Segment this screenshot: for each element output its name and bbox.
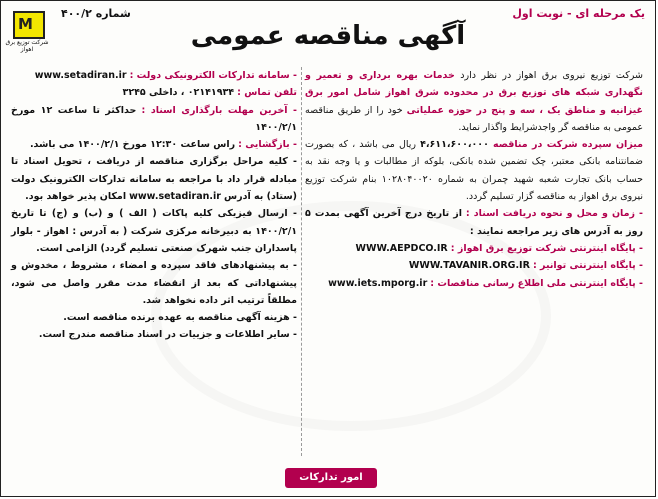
setad-line: - سامانه تدارکات الکترونیکی دولت : www.setadiran.ir <box>34 70 297 81</box>
column-divider <box>301 67 302 456</box>
documents-label: - زمان و محل و نحوه دریافت اسناد : <box>465 208 643 220</box>
page-title: آگهی مناقصه عمومی <box>190 21 466 51</box>
deposit-amount: ۴،۶۱۱،۶۰۰،۰۰۰ <box>420 139 489 151</box>
invalid-bids-paragraph: - به پیشنهادهای فاقد سپرده و امضاء ، مشروط ، مخدوش و پیشنهاداتی که بعد از انقضاء مدت مقرر واصل می شود، مطلقاً ترتیب اثر داده نخواهد شد. <box>11 260 297 306</box>
deposit-paragraph: میزان سپرده شرکت در مناقصه ۴،۶۱۱،۶۰۰،۰۰۰ ریال می باشد ، که بصورت ضمانتنامه بانکی معتبر، چک تضمین شده بانکی، بلوکه از مطالبات و یا وجه نقد به حساب بانک تجارت شعبه شهید چمران به شماره ۱۰۲۸۰۴۰۰۲۰ بنام شرکت توزیع نیروی برق اهواز به مناقصه گزار تسلیم گردد. <box>305 139 643 203</box>
iets-link[interactable]: www.iets.mporg.ir <box>328 277 428 289</box>
ad-cost-line: - هزینه آگهی مناقصه به عهده برنده مناقصه است. <box>63 312 297 324</box>
setad-link-2[interactable]: www.setadiran.ir <box>129 191 221 203</box>
opening-line: - بازگشایی : راس ساعت ۱۲:۳۰ مورخ ۱۴۰۰/۲/۱ می باشد. <box>29 139 297 151</box>
site-line-aepdco: - پایگاه اینترنتی شرکت توزیع برق اهواز : WWW.AEPDCO.IR <box>355 242 643 254</box>
phone-number: ۰۲۱۴۱۹۳۴ ، داخلی ۳۲۴۵ <box>122 87 235 99</box>
logo-letter: M <box>18 15 33 33</box>
right-column <box>305 67 643 462</box>
service-description: خدمات بهره برداری و تعمیر و نگهداری شبکه های توزیع برق در محدوده شرق اهواز شامل امور برق غیزانیه و مناطق یک ، سه و پنج در حوزه عملیاتی <box>305 70 643 116</box>
left-column <box>11 67 297 462</box>
envelopes-paragraph: - ارسال فیزیکی کلیه پاکات ( الف ) و (ب) و (ج) تا تاریخ ۱۴۰۰/۲/۱ به دبیرخانه مرکزی شرکت ( به آدرس : اهواز - بلوار پاسداران جنب شهرک صنعتی تسلیم گردد) الزامی است. <box>11 208 297 254</box>
other-info-line: - سایر اطلاعات و جزییات در اسناد مناقصه مندرج است. <box>38 329 297 341</box>
aepdco-link[interactable]: WWW.AEPDCO.IR <box>355 242 448 254</box>
notice-number: شماره ۴۰۰/۲ <box>61 7 131 20</box>
upload-deadline-line: - آخرین مهلت بارگذاری اسناد : حداکثر تا ساعت ۱۲ مورخ ۱۴۰۰/۲/۱ <box>11 104 297 133</box>
intro-paragraph: شرکت توزیع نیروی برق اهواز در نظر دارد خدمات بهره برداری و تعمیر و نگهداری شبکه های توزیع برق در محدوده شرق اهواز شامل امور برق غیزانیه و مناطق یک ، سه و پنج در حوزه عملیاتی خود را از طریق مناقصه عمومی به مناقصه گر واجدشرایط واگذار نماید. <box>305 70 643 133</box>
site-line-iets: - پایگاه اینترنتی ملی اطلاع رسانی مناقصات : www.iets.mporg.ir <box>328 277 643 289</box>
stage-label: یک مرحله ای - نوبت اول <box>512 7 645 20</box>
phone-line: تلفن تماس : ۰۲۱۴۱۹۳۴ ، داخلی ۳۲۴۵ <box>122 87 297 99</box>
process-paragraph: - کلیه مراحل برگزاری مناقصه از دریافت ، تحویل اسناد تا مبادله قرار داد با مراجعه به سامانه تدارکات الکترونیک دولت (ستاد) به آدرس www.setadiran.ir امکان پذیر خواهد بود. <box>11 156 297 203</box>
setad-link[interactable]: www.setadiran.ir <box>34 70 127 81</box>
logo-caption: شرکت توزیع برق اهواز <box>5 39 49 53</box>
procurement-dept-badge: امور تدارکات <box>285 468 377 488</box>
site-line-tavanir: - پایگاه اینترنتی توانیر : WWW.TAVANIR.ORG.IR <box>408 260 643 272</box>
tavanir-link[interactable]: WWW.TAVANIR.ORG.IR <box>408 260 530 272</box>
deposit-label: میزان سپرده شرکت در مناقصه <box>492 139 643 151</box>
documents-paragraph: - زمان و محل و نحوه دریافت اسناد : از تاریخ درج آخرین آگهی بمدت ۵ روز به آدرس های زیر مراجعه نمایند : <box>305 208 643 237</box>
